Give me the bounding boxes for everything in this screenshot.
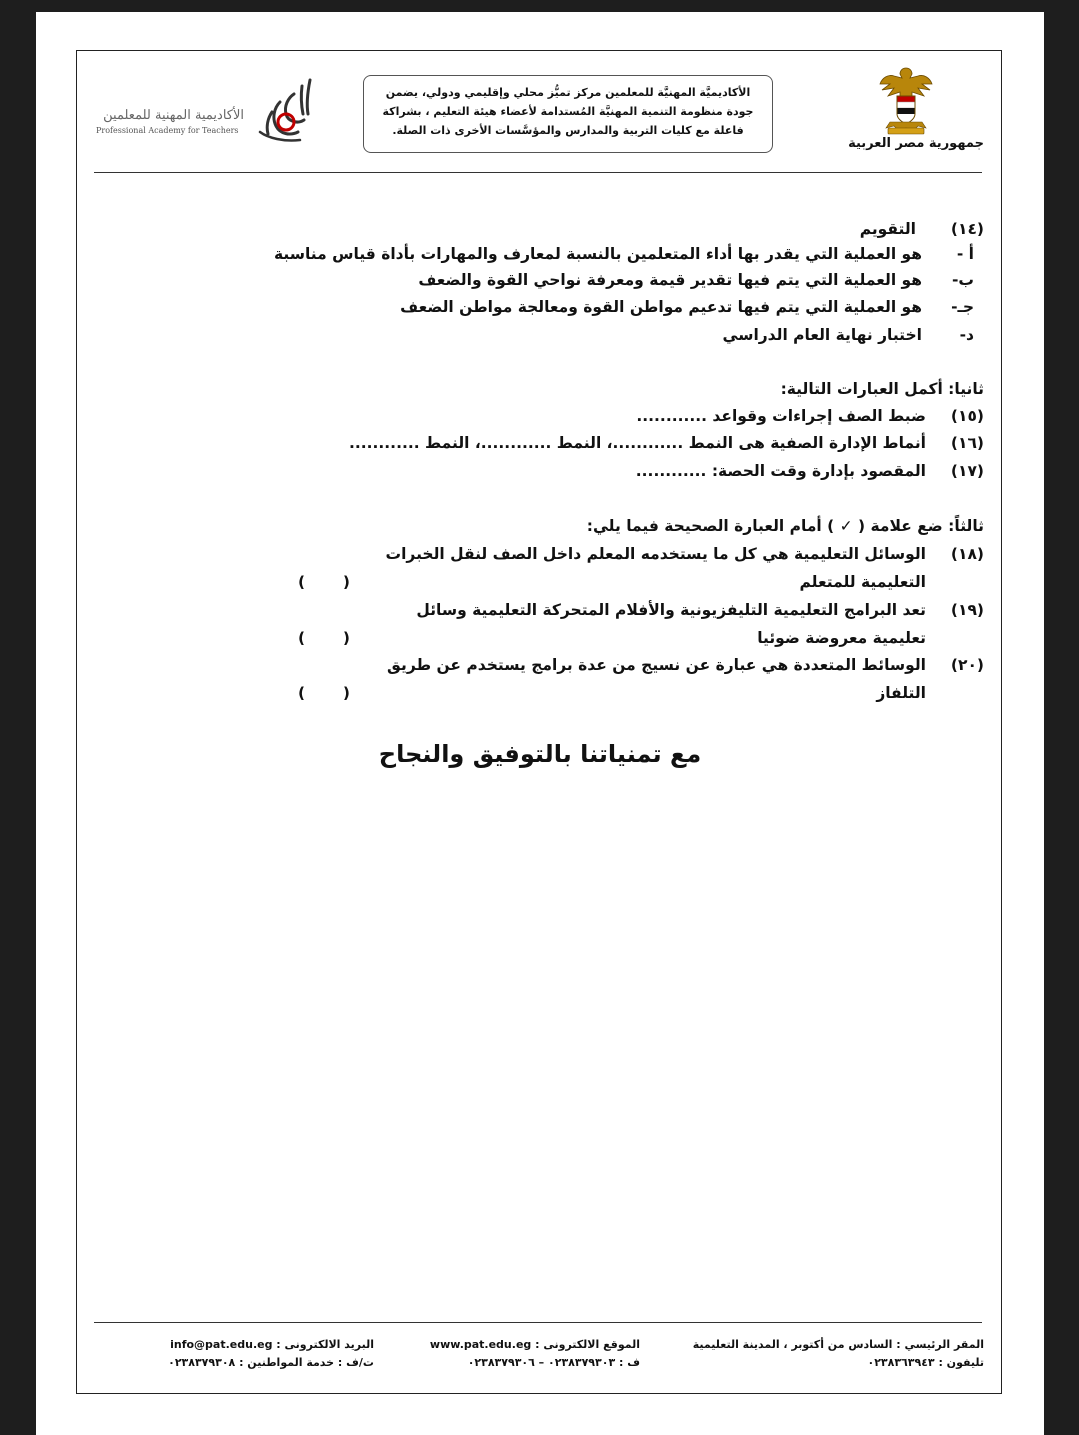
question-text: الوسائل التعليمية هي كل ما يستخدمه المعلم داخل الصف لنقل الخبرات: [385, 545, 926, 563]
question-number: (١٤): [950, 220, 984, 238]
option-label: ب-: [951, 271, 974, 289]
academy-name-arabic: الأكاديمية المهنية للمعلمين: [103, 108, 244, 123]
question-text: تعد البرامج التعليمية التليفزيونية والأفلام المتحركة التعليمية وسائل: [416, 601, 926, 619]
mission-line: الأكاديميَّة المهنيَّة للمعلمين مركز تميُّز محلي وإقليمي ودولي، يضمن: [385, 86, 751, 99]
option-text: اختبار نهاية العام الدراسي: [722, 326, 922, 344]
footer-citizen-service: ت/ف : خدمة المواطنين : ٠٢٣٨٣٧٩٣٠٨: [168, 1356, 374, 1369]
option-text: هو العملية التي يتم فيها تدعيم مواطن القوة ومعالجة مواطن الضعف: [400, 298, 922, 316]
document-page: [36, 12, 1044, 1435]
question-text: ضبط الصف إجراءات وقواعد ............: [636, 407, 926, 425]
mission-line: جودة منظومة التنمية المهنيَّة المُستدامة لأعضاء هيئة التعليم ، بشراكة: [382, 105, 754, 118]
academy-logo-icon: [250, 72, 322, 152]
question-number: (١٩): [950, 601, 984, 619]
section-title: ثانيا: أكمل العبارات التالية:: [780, 380, 984, 398]
website-link[interactable]: www.pat.edu.eg: [429, 1338, 532, 1351]
footer-address: المقر الرئيسي : السادس من أكتوبر ، المدينة التعليمية: [692, 1338, 984, 1351]
question-text: أنماط الإدارة الصفية هى النمط ............، النمط ............، النمط ............: [348, 434, 926, 452]
footer-email: [170, 1338, 374, 1351]
option-label: جـ-: [951, 298, 974, 316]
question-text-continued: تعليمية معروضة ضوئيا: [757, 629, 926, 647]
question-text: المقصود بإدارة وقت الحصة: ............: [635, 462, 926, 480]
footer-fax: ف : ٠٢٣٨٣٧٩٣٠٣ – ٠٢٣٨٣٧٩٣٠٦: [467, 1356, 640, 1369]
answer-blank[interactable]: ( ): [298, 573, 350, 591]
egypt-eagle-icon: [876, 64, 936, 136]
academy-name-english: Professional Academy for Teachers: [96, 126, 239, 135]
section-title: ثالثاً: ضع علامة ( ✓ ) أمام العبارة الصحيحة فيما يلي:: [586, 517, 984, 535]
option-label: د-: [959, 326, 974, 344]
mission-statement: [363, 75, 773, 153]
option-text: هو العملية التي يقدر بها أداء المتعلمين بالنسبة لمعارف والمهارات بأداة قياس مناسبة: [274, 245, 922, 263]
footer-phone: تليفون : ٠٢٣٨٣٦٣٩٤٣: [867, 1356, 984, 1369]
country-name: جمهورية مصر العربية: [848, 136, 984, 151]
answer-blank[interactable]: ( ): [298, 684, 350, 702]
question-number: (١٨): [950, 545, 984, 563]
question-number: (٢٠): [950, 656, 984, 674]
mission-line: فاعلة مع كليات التربية والمدارس والمؤسَّسات الأخرى ذات الصلة.: [392, 124, 744, 137]
closing-message: مع تمنياتنا بالتوفيق والنجاح: [378, 740, 702, 768]
question-number: (١٥): [950, 407, 984, 425]
option-text: هو العملية التي يتم فيها تقدير قيمة ومعرفة نواحي القوة والضعف: [418, 271, 922, 289]
email-label: البريد الالكترونى :: [276, 1338, 374, 1351]
question-text-continued: التعليمية للمتعلم: [799, 573, 926, 591]
header-divider: [94, 172, 982, 173]
question-number: (١٧): [950, 462, 984, 480]
footer-website: [430, 1338, 640, 1351]
question-number: (١٦): [950, 434, 984, 452]
option-label: أ -: [956, 245, 974, 263]
website-label: الموقع الالكترونى :: [535, 1338, 640, 1351]
question-title: التقويم: [859, 220, 916, 238]
answer-blank[interactable]: ( ): [298, 629, 350, 647]
question-text-continued: التلفاز: [876, 684, 926, 702]
email-link[interactable]: info@pat.edu.eg: [170, 1338, 273, 1351]
question-text: الوسائط المتعددة هي عبارة عن نسيج من عدة برامج يستخدم عن طريق: [387, 656, 926, 674]
footer-divider: [94, 1322, 982, 1323]
